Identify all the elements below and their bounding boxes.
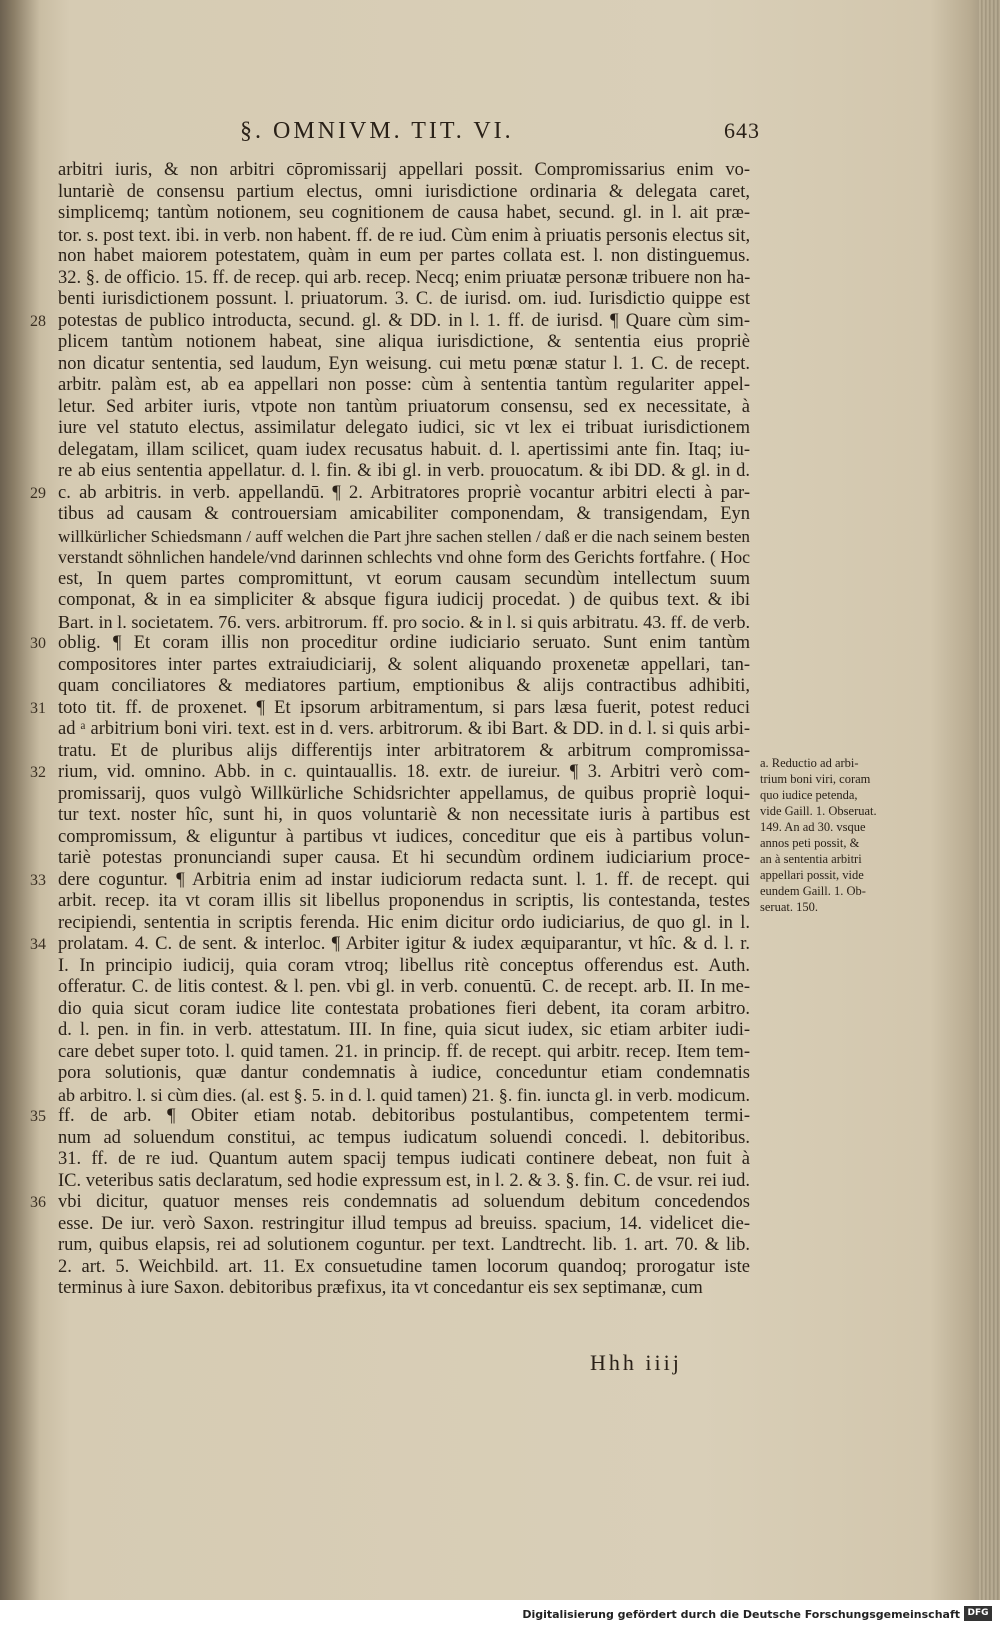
line-number: 31 [30, 699, 46, 717]
text-line: non habet maiorem potestatem, quàm in eum per partes collata est. l. non distinguemus. [58, 246, 750, 266]
header-title: §. OMNIVM. TIT. VI. [240, 118, 514, 144]
side-note-line: trium boni viri, coram [760, 772, 871, 786]
text-line: tor. s. post text. ibi. in verb. non habent. ff. de re iud. Cùm enim à priuatis personis electus sit, [58, 224, 750, 245]
text-line: pora solutionis, quæ dantur condemnatis à iudice, conceduntur etiam condemnatis [58, 1063, 750, 1083]
text-line: plicem tantùm notionem habeat, sine aliqua iurisdictione, & sententia eius propriè [58, 332, 750, 352]
side-note [760, 755, 895, 915]
text-line: 31. ff. de re iud. Quantum autem spacij tempus iudicati continere debeat, non fuit à [58, 1149, 750, 1169]
page-number: 643 [724, 118, 760, 143]
text-line: tur text. noster hîc, sunt hi, in quos voluntariè & non necessitate iuris à partibus est [58, 805, 750, 825]
text-line: offeratur. C. de litis contest. & l. pen. vbi gl. in verb. conuentū. C. de recept. arb. II. In me- [58, 977, 750, 997]
text-line: willkürlicher Schiedsmann / auff welchen die Part jhre sachen stellen / daß er die nach seinem besten [58, 526, 750, 546]
text-line: c. ab arbitris. in verb. appellandū. ¶ 2. Arbitratores propriè vocantur arbitri electi à par- [58, 482, 750, 503]
text-line: benti iurisdictionem possunt. l. priuatorum. 3. C. de iurisd. om. iud. Iurisdictio quippe est [58, 289, 750, 309]
side-note-line: vide Gaill. 1. Obseruat. [760, 804, 877, 818]
text-line: terminus à iure Saxon. debitoribus præfixus, ita vt concedantur eis sex septimanæ, cum [58, 1278, 703, 1298]
side-note-line: seruat. 150. [760, 900, 818, 914]
running-header [60, 118, 760, 150]
text-line: oblig. ¶ Et coram illis non proceditur ordine iudiciario seruato. Sunt enim tantùm [58, 633, 750, 653]
text-line: est, In quem partes compromittunt, vt eorum causam secundùm intellectum suum [58, 568, 750, 589]
text-line: esse. De iur. verò Saxon. restringitur illud tempus ad breuiss. spacium, 14. videlicet die- [58, 1213, 750, 1234]
side-note-line: a. Reductio ad arbi- [760, 756, 859, 770]
text-line: 32. §. de officio. 15. ff. de recep. qui arb. recep. Necq; enim priuatæ personæ tribuere non ha- [58, 267, 750, 288]
text-line: ad ᵃ arbitrium boni viri. text. est in d. vers. arbitrorum. & ibi Bart. & DD. in d. l. si quis arbi- [58, 719, 750, 739]
text-line: tratu. Et de pluribus alijs differentijs inter arbitratorem & arbitrum compromissa- [58, 740, 750, 761]
text-line: compromissum, & eliguntur à partibus vt iudices, conceditur que eis à partibus volun- [58, 826, 750, 847]
side-note-line: eundem Gaill. 1. Ob- [760, 884, 866, 898]
text-line: tibus ad causam & controuersiam amicabiliter componendam, & transigendam, Eyn [58, 504, 750, 524]
text-line: prolatam. 4. C. de sent. & interloc. ¶ Arbiter igitur & iudex æquiparantur, vt hîc. & d. l. r. [58, 934, 750, 954]
side-note-line: quo iudice petenda, [760, 788, 858, 802]
text-line: rum, quibus elapsis, rei ad solutionem coguntur. per text. Landtrecht. lib. 1. art. 70. & lib. [58, 1235, 750, 1255]
text-line: quam conciliatores & mediatores partium, emptionibus & alijs contractibus adhibiti, [58, 676, 750, 696]
line-number: 33 [30, 871, 46, 889]
text-line: d. l. pen. in fin. in verb. attestatum. III. In fine, quia sicut iudex, sic etiam arbiter iudi- [58, 1020, 750, 1040]
text-line: iure vel statuto electus, assimilatur delegato iudici, sic vt lex ei tribuat iurisdictionem [58, 418, 750, 438]
line-number: 30 [30, 635, 46, 652]
text-line: ff. de arb. ¶ Obiter etiam notab. debitoribus postulantibus, competentem termi- [58, 1106, 750, 1126]
text-line: care debet super toto. l. quid tamen. 21. in princip. ff. de recept. qui arbitr. recep. Item tem- [58, 1041, 750, 1062]
text-line: 2. art. 5. Weichbild. art. 11. Ex consuetudine tamen locorum quandoq; prorogatur iste [58, 1256, 750, 1277]
text-line: letur. Sed arbiter iuris, vtpote non tantùm priuatorum consensu, sed ex necessitate, à [58, 396, 750, 417]
text-line: num ad soluendum constitui, ac tempus iudicatum soluendi concedi. l. debitoribus. [58, 1127, 750, 1148]
line-number: 36 [30, 1194, 46, 1211]
text-line: compositores inter partes extraiudiciarij, & solent aliquando proxenetæ appellari, tan- [58, 654, 750, 675]
text-line: dere coguntur. ¶ Arbitria enim ad instar iudiciorum redacta sunt. l. 1. ff. de recept. qui [58, 869, 750, 890]
text-line: simplicemq; tantùm notionem, seu cognitionem de causa habet, secund. gl. in l. ait præ- [58, 203, 750, 223]
line-number: 32 [30, 764, 46, 781]
side-note-line: an à sententia arbitri [760, 852, 862, 866]
signature-mark: Hhh iiij [590, 1350, 682, 1375]
side-note-line: 149. An ad 30. vsque [760, 820, 866, 834]
side-note-line: annos peti possit, & [760, 836, 860, 850]
text-line: recipiendi, sententia in scriptis ferenda. Hic enim dicitur ordo iudiciarius, de quo gl. in l. [58, 912, 750, 933]
side-note-line: appellari possit, vide [760, 868, 864, 882]
text-line: promissarij, quos vulgò Willkürliche Schidsrichter appellamus, de quibus propriè loqui- [58, 783, 750, 804]
line-number: 29 [30, 484, 46, 502]
text-line: verstandt söhnlichen handele/vnd darinnen schlechts vnd ohne form des Gerichts fortfahre. ( Hoc [58, 547, 750, 567]
text-line: potestas de publico introducta, secund. gl. & DD. in l. 1. ff. de iurisd. ¶ Quare cùm sim- [58, 310, 750, 331]
text-line: non dicatur sententia, sed laudum, Eyn weisung. cui metu pœnæ statur l. 1. C. de recept. [58, 353, 750, 374]
text-line: ab arbitro. l. si cùm dies. (al. est §. 5. in d. l. quid tamen) 21. §. fin. iuncta gl. in verb. modicum. [58, 1084, 750, 1105]
dfg-logo: DFG [964, 1606, 992, 1621]
footer-credit: Digitalisierung gefördert durch die Deutsche Forschungsgemeinschaft [522, 1608, 960, 1621]
text-line: arbitr. palàm est, ab ea appellari non posse: cùm à sententia tantùm regulariter appel- [58, 375, 750, 395]
text-line: re ab eius sententia appellatur. d. l. fin. & ibi gl. in verb. prouocatum. & ibi DD. & gl. in d. [58, 461, 750, 481]
page-edge [978, 0, 1000, 1600]
text-line: I. In principio iudicij, quia coram vtroq; libellus ritè conceptus offerendus est. Auth. [58, 955, 750, 976]
line-number: 28 [30, 312, 46, 330]
line-number: 34 [30, 936, 46, 953]
text-line: dio quia sicut coram iudice lite contestata probationes fieri debent, ita coram arbitro. [58, 998, 750, 1019]
text-line: luntariè de consensu partium electus, omni iurisdictione ordinaria & delegata caret, [58, 181, 750, 202]
text-line: tariè potestas pronunciandi super causa. Et hi secundùm ordinem iudiciarium proce- [58, 848, 750, 868]
line-number: 35 [30, 1108, 46, 1125]
text-line: rium, vid. omnino. Abb. in c. quintauallis. 18. extr. de iureiur. ¶ 3. Arbitri verò com- [58, 762, 750, 782]
text-line: IC. veteribus satis declaratum, sed hodie expressum est, in l. 2. & 3. §. fin. C. de vsur. rei iud. [58, 1170, 750, 1191]
text-line: arbit. recep. ita vt coram illis sit libellus proponendus in scriptis, lis contestanda, testes [58, 891, 750, 911]
text-line: toto tit. ff. de proxenet. ¶ Et ipsorum arbitramentum, si pars læsa fuerit, potest reduci [58, 697, 750, 718]
text-line: Bart. in l. societatem. 76. vers. arbitrorum. ff. pro socio. & in l. si quis arbitratu. 43. ff. de verb. [58, 611, 750, 632]
text-line: arbitri iuris, & non arbitri cōpromissarij appellari possit. Compromissarius enim vo- [58, 160, 750, 180]
text-line: componat, & in ea simpliciter & absque figura iudicij procedat. ) de quibus text. & ibi [58, 590, 750, 610]
text-line: vbi dicitur, quatuor menses reis condemnatis ad soluendum debitum concedendos [58, 1192, 750, 1212]
main-text [58, 160, 750, 1300]
text-line: delegatam, illam scilicet, quam iudex recusatus habuit. d. l. apertissimi ante fin. Itaq; iu- [58, 439, 750, 460]
